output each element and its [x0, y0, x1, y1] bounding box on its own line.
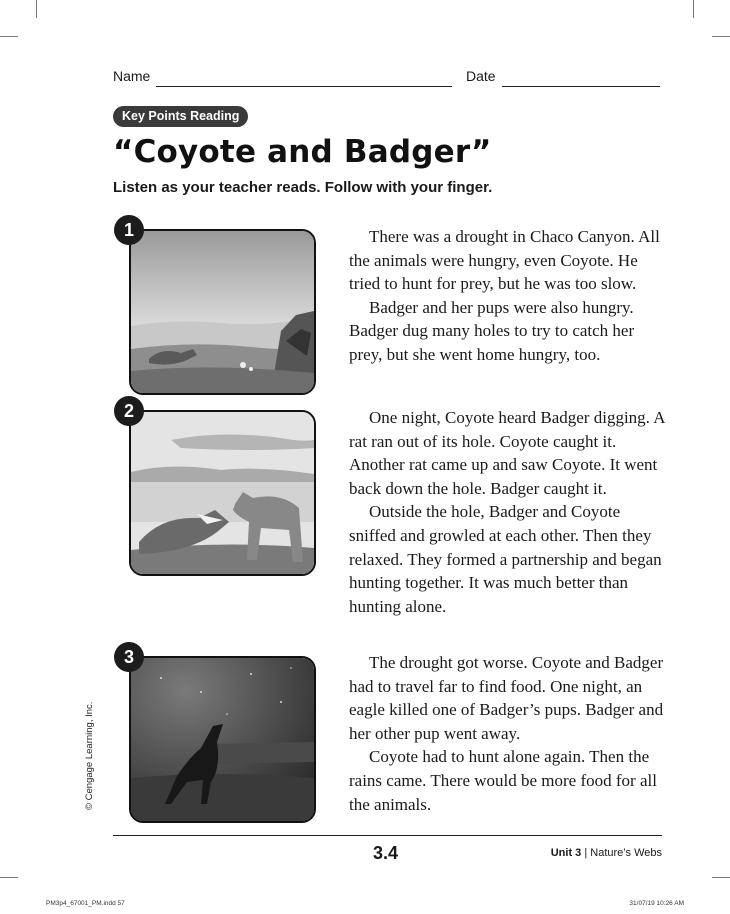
instruction: Listen as your teacher reads. Follow with your finger. [113, 179, 493, 196]
story-section-3 [349, 651, 669, 816]
unit-number: Unit 3 [550, 847, 582, 859]
section-number-2: 2 [114, 396, 144, 426]
name-line [156, 86, 452, 87]
story-paragraph: Badger and her pups were also hungry. Badger dug many holes to try to catch her prey, but she went home hungry, too. [349, 297, 635, 364]
story-section-2 [349, 406, 669, 618]
picture-coyote-desert [129, 229, 316, 395]
key-points-badge: Key Points Reading [113, 106, 248, 127]
story-section-1 [349, 225, 669, 367]
picture-coyote-badger-meet [129, 410, 316, 576]
unit-label [551, 847, 662, 859]
crop-mark [712, 36, 730, 37]
story-paragraph: There was a drought in Chaco Canyon. All the animals were hungry, even Coyote. He tried to hunt for prey, but he was too slow. [349, 227, 660, 294]
print-timestamp: 31/07/19 10:26 AM [629, 900, 684, 907]
copyright-notice: © Cengage Learning, Inc. [84, 701, 95, 810]
crop-mark [693, 0, 694, 18]
date-line [502, 86, 660, 87]
page-title: “Coyote and Badger” [113, 134, 492, 170]
file-slug: PM3p4_67001_PM.indd 57 [46, 900, 125, 907]
crop-mark [0, 877, 18, 878]
crop-mark [712, 877, 730, 878]
crop-mark [36, 0, 37, 18]
date-label: Date [466, 68, 496, 84]
section-number-1: 1 [114, 215, 144, 245]
unit-name: | Nature’s Webs [581, 847, 662, 859]
crop-mark [0, 36, 18, 37]
story-paragraph: The drought got worse. Coyote and Badger had to travel far to find food. One night, an eagle killed one of Badger’s pups. Badger and her other pup went away. [349, 653, 664, 743]
story-paragraph: Outside the hole, Badger and Coyote sniffed and growled at each other. Then they relaxed. They formed a partnership and began hunting together. It was much better than hunting alone. [349, 502, 662, 616]
page-number: 3.4 [373, 843, 399, 863]
story-paragraph: One night, Coyote heard Badger digging. A rat ran out of its hole. Coyote caught it. Another rat came up and saw Coyote. It went back down the hole. Badger caught it. [349, 408, 665, 498]
name-label: Name [113, 68, 151, 84]
story-paragraph: Coyote had to hunt alone again. Then the rains came. There would be more food for all the animals. [349, 747, 657, 814]
section-number-3: 3 [114, 642, 144, 672]
picture-coyote-howling [129, 656, 316, 823]
footer-rule [113, 835, 662, 836]
